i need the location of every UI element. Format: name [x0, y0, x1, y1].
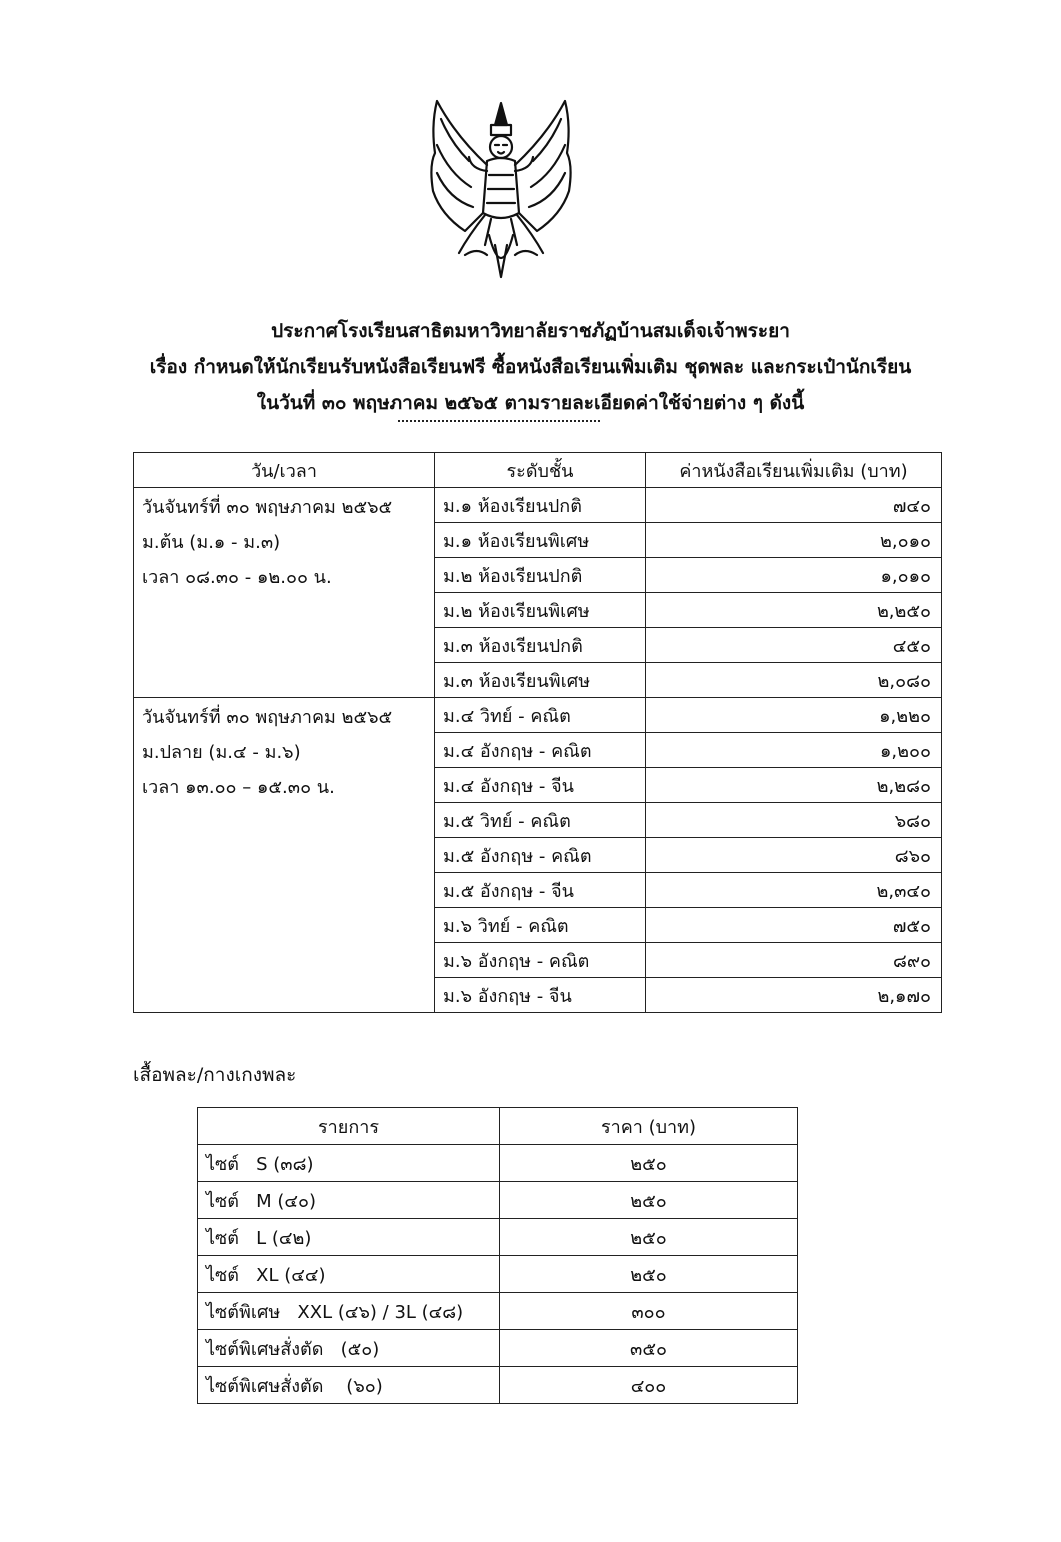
- class-level-cell: ม.๓ ห้องเรียนปกติ: [435, 628, 646, 663]
- class-level-cell: ม.๔ อังกฤษ - จีน: [435, 768, 646, 803]
- book-fee-cell: ๒,๐๑๐: [646, 523, 942, 558]
- uniform-price-cell: ๒๕๐: [500, 1219, 798, 1256]
- column-header-book-fee: ค่าหนังสือเรียนเพิ่มเติม (บาท): [646, 453, 942, 488]
- book-fee-cell: ๘๖๐: [646, 838, 942, 873]
- book-fee-cell: ๒,๑๗๐: [646, 978, 942, 1013]
- class-level-cell: ม.๒ ห้องเรียนพิเศษ: [435, 593, 646, 628]
- uniform-price-cell: ๒๕๐: [500, 1182, 798, 1219]
- class-level-cell: ม.๑ ห้องเรียนพิเศษ: [435, 523, 646, 558]
- session-datetime-cell: [134, 488, 435, 698]
- garuda-emblem-icon: [425, 95, 577, 285]
- dotted-divider: [398, 420, 600, 422]
- session-datetime-line: เวลา ๐๘.๓๐ - ๑๒.๐๐ น.: [142, 567, 332, 588]
- table-row: [198, 1293, 798, 1330]
- column-header-level: ระดับชั้น: [435, 453, 646, 488]
- announcement-date-line: ในวันที่ ๓๐ พฤษภาคม ๒๕๖๕ ตามรายละเอียดค่าใช้จ่ายต่าง ๆ ดังนี้: [256, 392, 805, 414]
- uniform-item-cell: ไซต์ S (๓๘): [198, 1145, 500, 1182]
- book-fee-cell: ๑,๒๒๐: [646, 698, 942, 733]
- book-fee-cell: ๖๘๐: [646, 803, 942, 838]
- table-row: [198, 1367, 798, 1404]
- session-datetime-line: ม.ต้น (ม.๑ - ม.๓): [142, 532, 281, 553]
- uniform-price-cell: ๒๕๐: [500, 1145, 798, 1182]
- book-fee-cell: ๘๙๐: [646, 943, 942, 978]
- class-level-cell: ม.๕ อังกฤษ - จีน: [435, 873, 646, 908]
- table-row: [198, 1182, 798, 1219]
- uniform-item-cell: ไซต์ L (๔๒): [198, 1219, 500, 1256]
- class-level-cell: ม.๓ ห้องเรียนพิเศษ: [435, 663, 646, 698]
- uniform-price-cell: ๔๐๐: [500, 1367, 798, 1404]
- uniform-item-cell: ไซต์พิเศษ XXL (๔๖) / 3L (๔๘): [198, 1293, 500, 1330]
- class-level-cell: ม.๖ วิทย์ - คณิต: [435, 908, 646, 943]
- class-level-cell: ม.๕ วิทย์ - คณิต: [435, 803, 646, 838]
- table-row: [198, 1219, 798, 1256]
- table-row: [198, 1256, 798, 1293]
- table-row: [198, 1145, 798, 1182]
- uniform-table-header-row: [198, 1108, 798, 1145]
- class-level-cell: ม.๑ ห้องเรียนปกติ: [435, 488, 646, 523]
- book-fee-cell: ๒,๒๘๐: [646, 768, 942, 803]
- uniform-price-cell: ๓๕๐: [500, 1330, 798, 1367]
- session-datetime-line: ม.ปลาย (ม.๔ - ม.๖): [142, 742, 301, 763]
- table-row: [134, 488, 942, 523]
- books-fee-table: [133, 452, 942, 1013]
- class-level-cell: ม.๕ อังกฤษ - คณิต: [435, 838, 646, 873]
- uniform-price-cell: ๒๕๐: [500, 1256, 798, 1293]
- book-fee-cell: ๒,๓๔๐: [646, 873, 942, 908]
- uniform-item-cell: ไซต์ M (๔๐): [198, 1182, 500, 1219]
- book-fee-cell: ๗๕๐: [646, 908, 942, 943]
- table-row: [198, 1330, 798, 1367]
- uniform-price-table: [197, 1107, 798, 1404]
- session-datetime-line: วันจันทร์ที่ ๓๐ พฤษภาคม ๒๕๖๕: [142, 497, 393, 518]
- book-fee-cell: ๑,๐๑๐: [646, 558, 942, 593]
- column-header-price: ราคา (บาท): [500, 1108, 798, 1145]
- uniform-item-cell: ไซต์ XL (๔๔): [198, 1256, 500, 1293]
- book-fee-cell: ๗๔๐: [646, 488, 942, 523]
- session-datetime-line: เวลา ๑๓.๐๐ – ๑๕.๓๐ น.: [142, 777, 335, 798]
- class-level-cell: ม.๒ ห้องเรียนปกติ: [435, 558, 646, 593]
- announcement-subject: เรื่อง กำหนดให้นักเรียนรับหนังสือเรียนฟรี ซื้อหนังสือเรียนเพิ่มเติม ชุดพละ และกระเป๋านักเรียน: [149, 356, 912, 378]
- book-fee-cell: ๔๕๐: [646, 628, 942, 663]
- class-level-cell: ม.๔ อังกฤษ - คณิต: [435, 733, 646, 768]
- uniform-item-cell: ไซต์พิเศษสั่งตัด (๖๐): [198, 1367, 500, 1404]
- book-fee-cell: ๒,๒๕๐: [646, 593, 942, 628]
- uniform-item-cell: ไซต์พิเศษสั่งตัด (๕๐): [198, 1330, 500, 1367]
- class-level-cell: ม.๖ อังกฤษ - คณิต: [435, 943, 646, 978]
- books-table-header-row: [134, 453, 942, 488]
- session-datetime-cell: [134, 698, 435, 1013]
- column-header-item: รายการ: [198, 1108, 500, 1145]
- class-level-cell: ม.๖ อังกฤษ - จีน: [435, 978, 646, 1013]
- uniform-price-cell: ๓๐๐: [500, 1293, 798, 1330]
- book-fee-cell: ๑,๒๐๐: [646, 733, 942, 768]
- book-fee-cell: ๒,๐๘๐: [646, 663, 942, 698]
- table-row: [134, 698, 942, 733]
- uniform-caption: เสื้อพละ/กางเกงพละ: [133, 1064, 297, 1086]
- class-level-cell: ม.๔ วิทย์ - คณิต: [435, 698, 646, 733]
- announcement-title: ประกาศโรงเรียนสาธิตมหาวิทยาลัยราชภัฏบ้านสมเด็จเจ้าพระยา: [271, 320, 790, 342]
- column-header-datetime: วัน/เวลา: [134, 453, 435, 488]
- session-datetime-line: วันจันทร์ที่ ๓๐ พฤษภาคม ๒๕๖๕: [142, 707, 393, 728]
